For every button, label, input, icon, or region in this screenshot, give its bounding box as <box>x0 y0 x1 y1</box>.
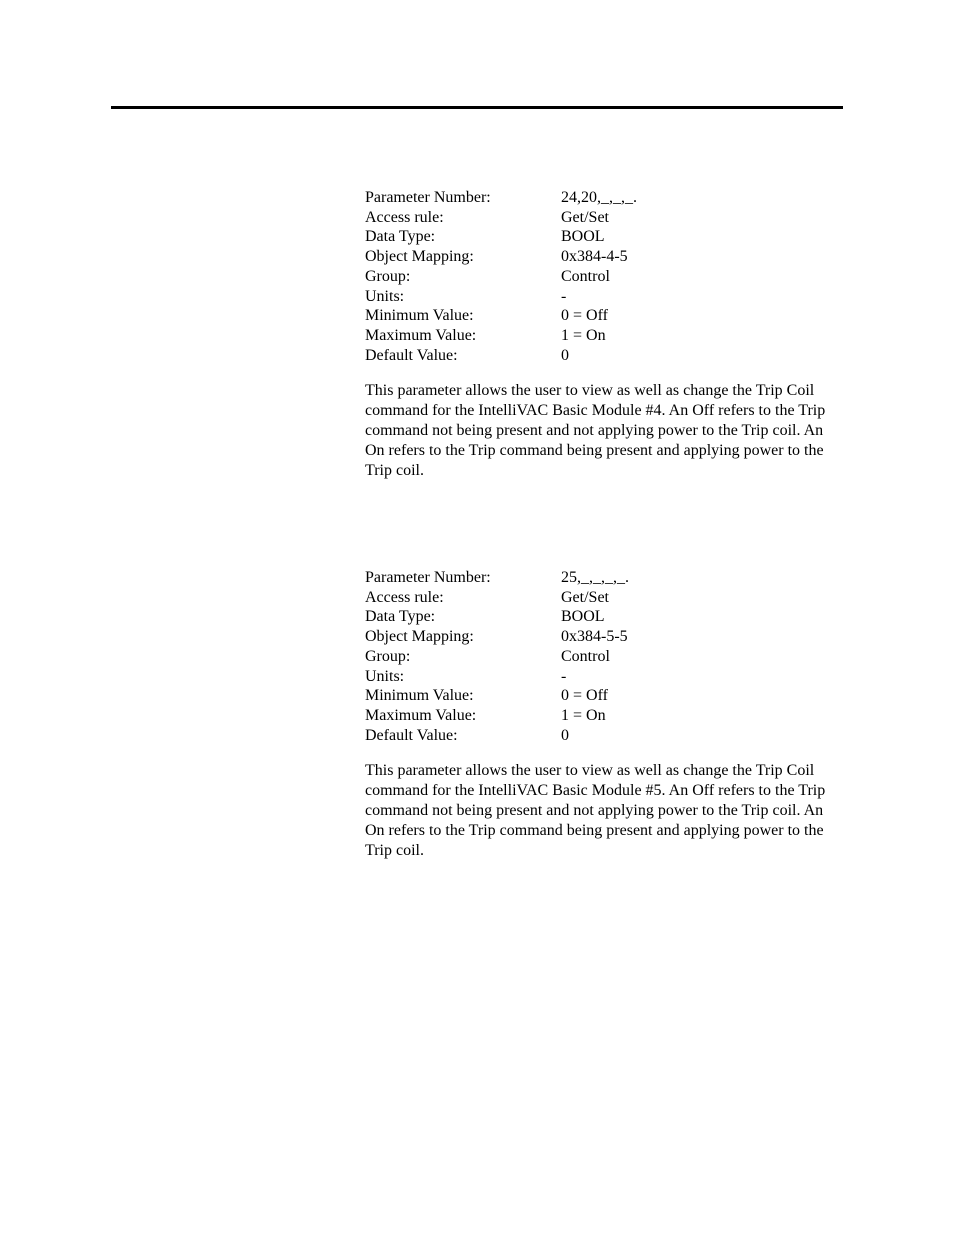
parameter-description: This parameter allows the user to view as well as change the Trip Coil command for the IntelliVAC Basic Module #4. An Off refers to the Trip command not being present and not applying power to the Trip coil. An On refers to the Trip command being present and applying power to the Trip coil. <box>365 382 826 479</box>
object-mapping-row <box>365 627 629 647</box>
data-type-value: BOOL <box>561 228 605 246</box>
object-mapping-value: 0x384-4-5 <box>561 248 628 266</box>
units-label: Units: <box>365 287 405 305</box>
access-rule-label: Access rule: <box>365 588 444 606</box>
data-type-label: Data Type: <box>365 608 436 626</box>
parameter-block-trip-coil-module-5 <box>365 568 845 860</box>
object-mapping-label: Object Mapping: <box>365 248 474 266</box>
access-rule-row <box>365 208 637 228</box>
data-type-row <box>365 607 629 627</box>
object-mapping-row <box>365 247 637 267</box>
group-value: Control <box>561 267 610 285</box>
minimum-value-row <box>365 306 637 326</box>
units-value: - <box>561 667 567 685</box>
maximum-value-label: Maximum Value: <box>365 326 477 344</box>
maximum-value-row <box>365 326 637 346</box>
object-mapping-label: Object Mapping: <box>365 628 474 646</box>
maximum-value-value: 1 = On <box>561 706 606 724</box>
default-value-row <box>365 726 629 746</box>
group-label: Group: <box>365 267 411 285</box>
data-type-value: BOOL <box>561 608 605 626</box>
default-value-label: Default Value: <box>365 726 458 744</box>
maximum-value-label: Maximum Value: <box>365 706 477 724</box>
parameter-number-value: 24,20,_,_,_. <box>561 189 637 206</box>
parameter-description: This parameter allows the user to view as well as change the Trip Coil command for the IntelliVAC Basic Module #5. An Off refers to the Trip command not being present and not applying power to the Trip coil. An On refers to the Trip command being present and applying power to the Trip coil. <box>365 762 826 859</box>
minimum-value-value: 0 = Off <box>561 307 608 325</box>
header-rule <box>111 106 843 109</box>
access-rule-value: Get/Set <box>561 208 609 226</box>
units-row <box>365 667 629 687</box>
parameter-number-value: 25,_,_,_,_. <box>561 569 629 586</box>
maximum-value-value: 1 = On <box>561 326 606 344</box>
units-value: - <box>561 287 567 305</box>
parameter-number-label: Parameter Number: <box>365 189 491 206</box>
access-rule-value: Get/Set <box>561 588 609 606</box>
minimum-value-label: Minimum Value: <box>365 307 474 325</box>
group-label: Group: <box>365 647 411 665</box>
units-row <box>365 287 637 307</box>
parameter-number-label: Parameter Number: <box>365 569 491 586</box>
default-value-value: 0 <box>561 726 569 744</box>
data-type-label: Data Type: <box>365 228 436 246</box>
group-value: Control <box>561 647 610 665</box>
units-label: Units: <box>365 667 405 685</box>
data-type-row <box>365 227 637 247</box>
parameter-number-row <box>365 188 637 208</box>
group-row <box>365 267 637 287</box>
access-rule-label: Access rule: <box>365 208 444 226</box>
parameter-number-row <box>365 568 629 588</box>
minimum-value-label: Minimum Value: <box>365 687 474 705</box>
minimum-value-value: 0 = Off <box>561 687 608 705</box>
parameter-block-trip-coil-module-4 <box>365 188 845 480</box>
maximum-value-row <box>365 706 629 726</box>
default-value-label: Default Value: <box>365 346 458 364</box>
parameter-table <box>365 568 629 745</box>
parameter-table <box>365 188 637 365</box>
object-mapping-value: 0x384-5-5 <box>561 628 628 646</box>
group-row <box>365 647 629 667</box>
default-value-value: 0 <box>561 346 569 364</box>
minimum-value-row <box>365 686 629 706</box>
access-rule-row <box>365 588 629 608</box>
default-value-row <box>365 346 637 366</box>
